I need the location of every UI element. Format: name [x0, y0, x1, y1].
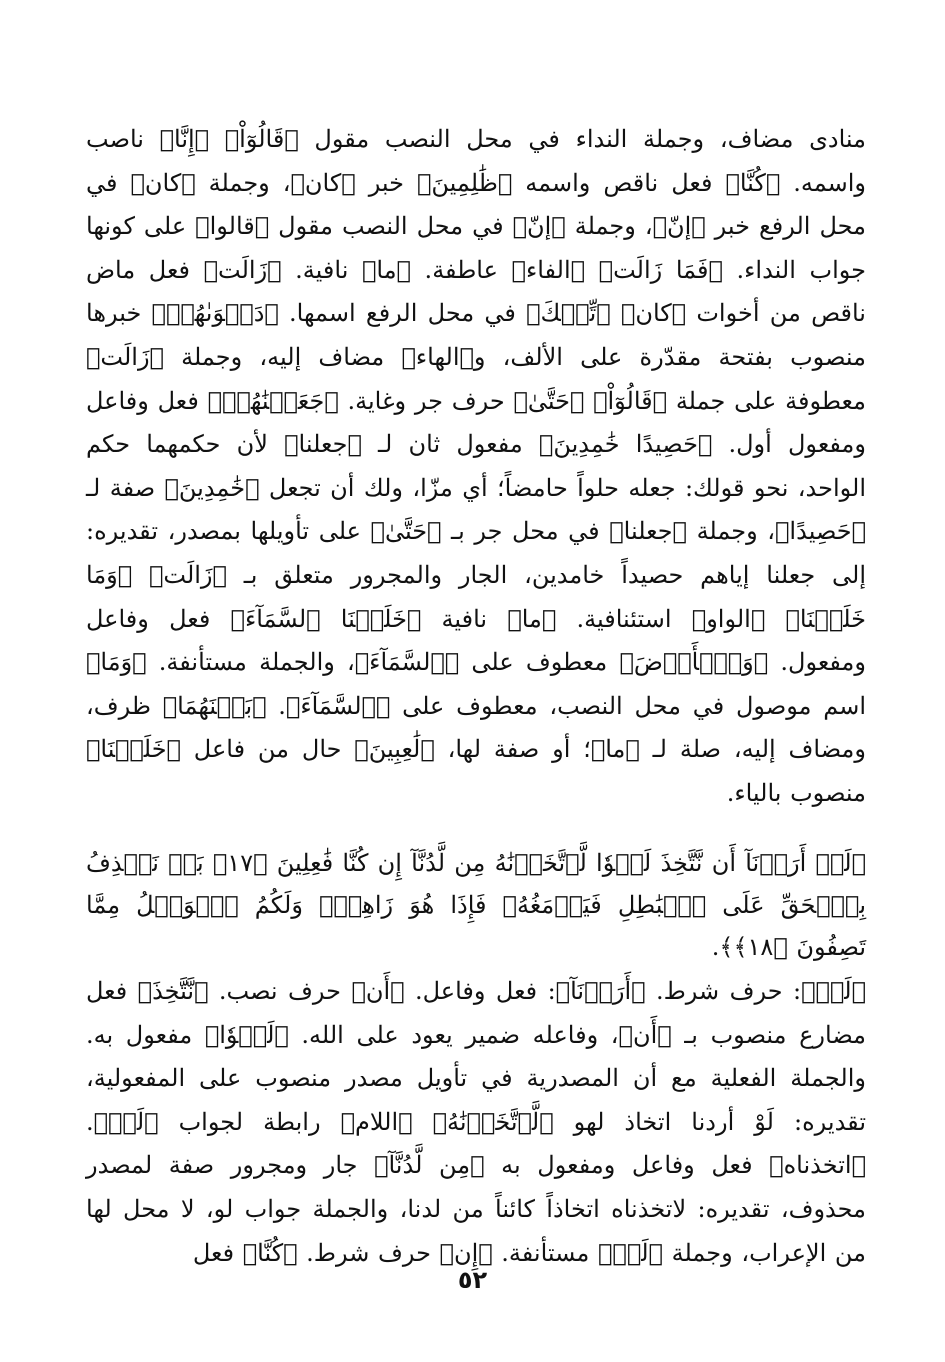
quran-verse: ﴿لَوۡ أَرَدۡنَآ أَن نَّتَّخِذَ لَهۡوٗا لَّٱتَّخَذۡنَٰهُ مِن لَّدُنَّآ إِن كُنَّا فَٰعِلِينَ ﴿١٧﴾ بَلۡ نَقۡذِفُ بِٱلۡحَقِّ عَلَى ٱلۡبَٰطِلِ فَيَدۡمَغُهُۥ فَإِذَا هُوَ زَاهِقٞۚ وَلَكُمُ ٱلۡوَيۡلُ مِمَّا تَصِفُونَ ﴿١٨﴾﴾. [86, 849, 866, 961]
grammar-paragraph-2: ﴿لَوۡ﴾: حرف شرط. ﴿أَرَدۡنَآ﴾: فعل وفاعل. ﴿أَن﴾ حرف نصب. ﴿نَّتَّخِذَ﴾ فعل مضارع منصوب بـ ﴿أَن﴾، وفاعله ضمير يعود على الله. ﴿لَهۡوٗا﴾ مفعول به. والجملة الفعلية مع أن المصدرية في تأويل مصدر منصوب على المفعولية، تقديره: لَوْ أردنا اتخاذ لهو ﴿لَّٱتَّخَذۡنَٰهُ﴾ ﴿اللام﴾ رابطة لجواب ﴿لَوۡ﴾. ﴿اتخذناه﴾ فعل وفاعل ومفعول به ﴿مِن لَّدُنَّآ﴾ جار ومجرور صفة لمصدر محذوف، تقديره: لاتخذناه اتخاذاً كائناً من لدنا، والجملة جواب لو، لا محل لها من الإعراب، وجملة ﴿لَوۡ﴾ مستأنفة. ﴿إِن﴾ حرف شرط. ﴿كُنَّا﴾ فعل [86, 977, 866, 1267]
grammar-paragraph-1: منادى مضاف، وجملة النداء في محل النصب مقول ﴿قَالُوٓاْ﴾ ﴿إِنَّا﴾ ناصب واسمه. ﴿كُنَّا﴾ فعل ناقص واسمه ﴿ظَٰلِمِينَ﴾ خبر ﴿كان﴾، وجملة ﴿كان﴾ في محل الرفع خبر ﴿إنّ﴾، وجملة ﴿إنّ﴾ في محل النصب مقول ﴿قالوا﴾ على كونها جواب النداء. ﴿فَمَا زَالَت﴾ ﴿الفاء﴾ عاطفة. ﴿ما﴾ نافية. ﴿زَالَت﴾ فعل ماض ناقص من أخوات ﴿كان﴾ ﴿تِّلۡكَ﴾ في محل الرفع اسمها. ﴿دَعۡوَىٰهُمۡ﴾ خبرها منصوب بفتحة مقدّرة على الألف، و﴿الهاء﴾ مضاف إليه، وجملة ﴿زَالَت﴾ معطوفة على جملة ﴿قَالُوٓاْ﴾ ﴿حَتَّىٰ﴾ حرف جر وغاية. ﴿جَعَلۡنَٰهُمۡ﴾ فعل وفاعل ومفعول أول. ﴿حَصِيدًا خَٰمِدِينَ﴾ مفعول ثان لـ ﴿جعلنا﴾ لأن حكمهما حكم الواحد، نحو قولك: جعله حلواً حامضاً؛ أي مزّا، ولك أن تجعل ﴿خَٰمِدِينَ﴾ صفة لـ ﴿حَصِيدًا﴾، وجملة ﴿جعلنا﴾ في محل جر بـ ﴿حَتَّىٰ﴾ على تأويلها بمصدر، تقديره: إلى جعلنا إياهم حصيداً خامدين، الجار والمجرور متعلق بـ ﴿زَالَت﴾ ﴿وَمَا خَلَقۡنَا﴾ ﴿الواو﴾ استئنافية. ﴿ما﴾ نافية ﴿خَلَقۡنَا ٱلسَّمَآءَ﴾ فعل وفاعل ومفعول. ﴿وَٱلۡأَرۡضَ﴾ معطوف على ﴿ٱلسَّمَآءَ﴾، والجملة مستأنفة. ﴿وَمَا﴾ اسم موصول في محل النصب، معطوف على ﴿ٱلسَّمَآءَ﴾. ﴿بَيۡنَهُمَا﴾ ظرف، ومضاف إليه، صلة لـ ﴿ما﴾؛ أو صفة لها، ﴿لَٰعِبِينَ﴾ حال من فاعل ﴿خَلَقۡنَا﴾ منصوب بالياء. [86, 125, 866, 807]
page-number: ٥٢ [457, 1266, 488, 1294]
